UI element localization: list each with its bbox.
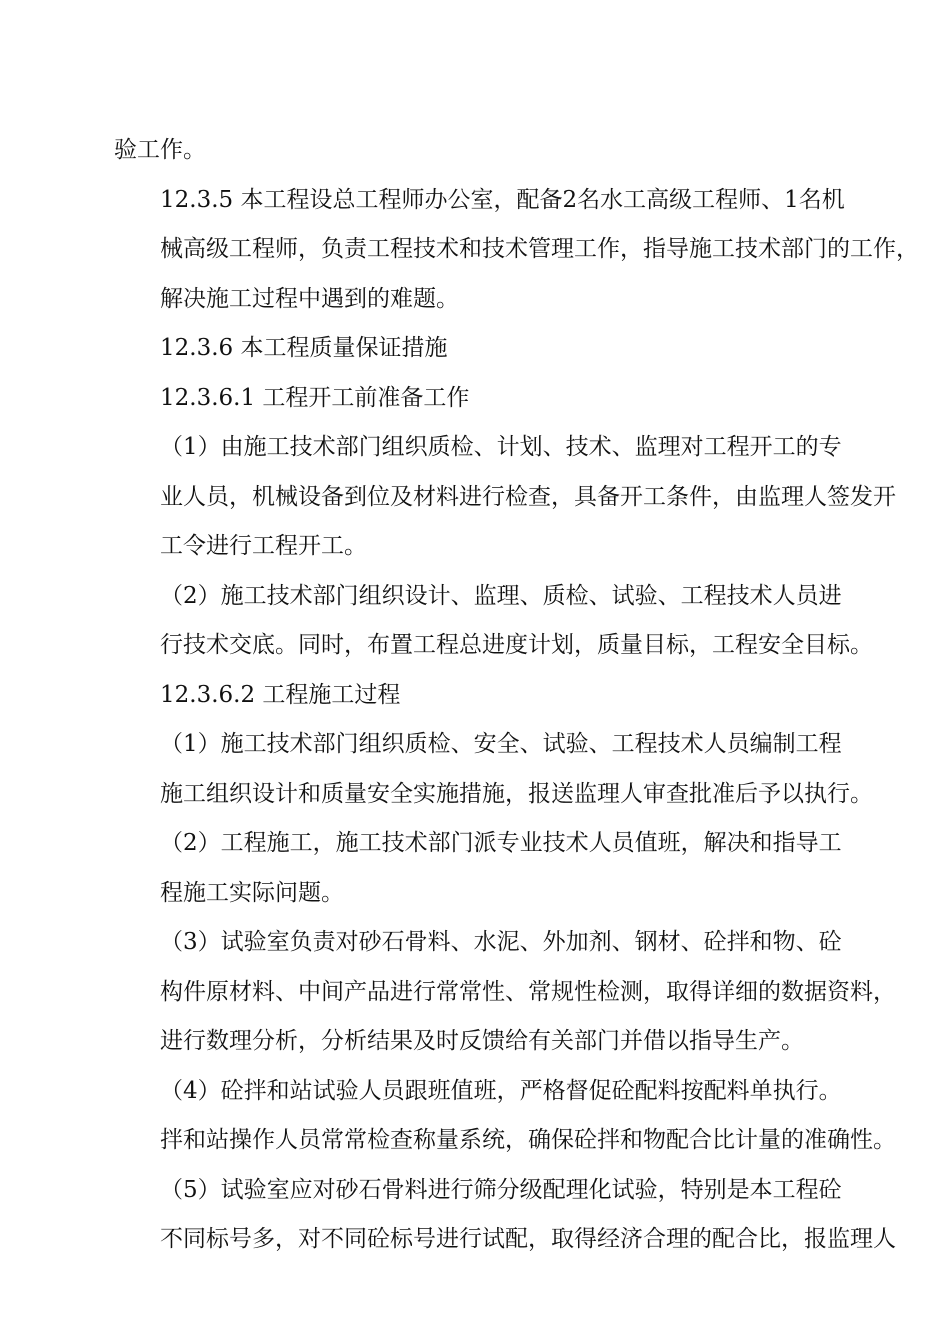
text-line: （2）施工技术部门组织设计、监理、质检、试验、工程技术人员进 <box>160 582 842 609</box>
text-line: （3）试验室负责对砂石骨料、水泥、外加剂、钢材、砼拌和物、砼 <box>160 929 842 955</box>
text-line: 构件原材料、中间产品进行常常性、常规性检测，取得详细的数据资料， <box>160 978 896 1005</box>
text-line: 解决施工过程中遇到的难题。 <box>160 285 459 312</box>
text-line: 不同标号多，对不同砼标号进行试配，取得经济合理的配合比，报监理人 <box>160 1226 896 1252</box>
text-line: 业人员，机械设备到位及材料进行检查，具备开工条件，由监理人签发开 <box>160 483 896 510</box>
list-item-process-4 <box>114 1067 894 1166</box>
list-item-process-3 <box>114 918 894 1067</box>
text-line: （1）施工技术部门组织质检、安全、试验、工程技术人员编制工程 <box>160 731 842 757</box>
list-item-prep-1 <box>114 423 894 572</box>
section-heading-12-3-6-1 <box>114 374 894 424</box>
section-heading-12-3-6 <box>114 324 894 374</box>
list-item-process-2 <box>114 819 894 918</box>
text-line: 验工作。 <box>114 137 206 163</box>
text-line: 进行数理分析，分析结果及时反馈给有关部门并借以指导生产。 <box>160 1028 804 1054</box>
text-line: 程施工实际问题。 <box>160 879 344 906</box>
text-line: （5）试验室应对砂石骨料进行筛分级配理化试验，特别是本工程砼 <box>160 1176 842 1203</box>
paragraph-continuation <box>114 126 894 176</box>
text-line: 施工组织设计和质量安全实施措施，报送监理人审查批准后予以执行。 <box>160 780 873 807</box>
text-line: （4）砼拌和站试验人员跟班值班，严格督促砼配料按配料单执行。 <box>160 1077 842 1104</box>
text-line: 行技术交底。同时，布置工程总进度计划，质量目标，工程安全目标。 <box>160 632 873 658</box>
paragraph-12-3-5 <box>114 176 919 325</box>
text-line: 械高级工程师，负责工程技术和技术管理工作，指导施工技术部门的工作， <box>160 236 919 262</box>
text-line: 12.3.6 本工程质量保证措施 <box>160 335 448 361</box>
text-line: 12.3.5 本工程设总工程师办公室，配备2名水工高级工程师、1名机 <box>160 186 845 213</box>
list-item-process-1 <box>114 720 894 819</box>
list-item-prep-2 <box>114 572 894 671</box>
text-line: 拌和站操作人员常常检查称量系统，确保砼拌和物配合比计量的准确性。 <box>160 1127 896 1153</box>
text-line: 12.3.6.2 工程施工过程 <box>160 681 401 708</box>
document-body <box>114 126 919 1265</box>
section-heading-12-3-6-2 <box>114 671 894 721</box>
text-line: 12.3.6.1 工程开工前准备工作 <box>160 384 470 411</box>
list-item-process-5 <box>114 1166 894 1265</box>
text-line: （1）由施工技术部门组织质检、计划、技术、监理对工程开工的专 <box>160 434 842 460</box>
text-line: 工令进行工程开工。 <box>160 533 367 559</box>
text-line: （2）工程施工，施工技术部门派专业技术人员值班，解决和指导工 <box>160 830 842 856</box>
